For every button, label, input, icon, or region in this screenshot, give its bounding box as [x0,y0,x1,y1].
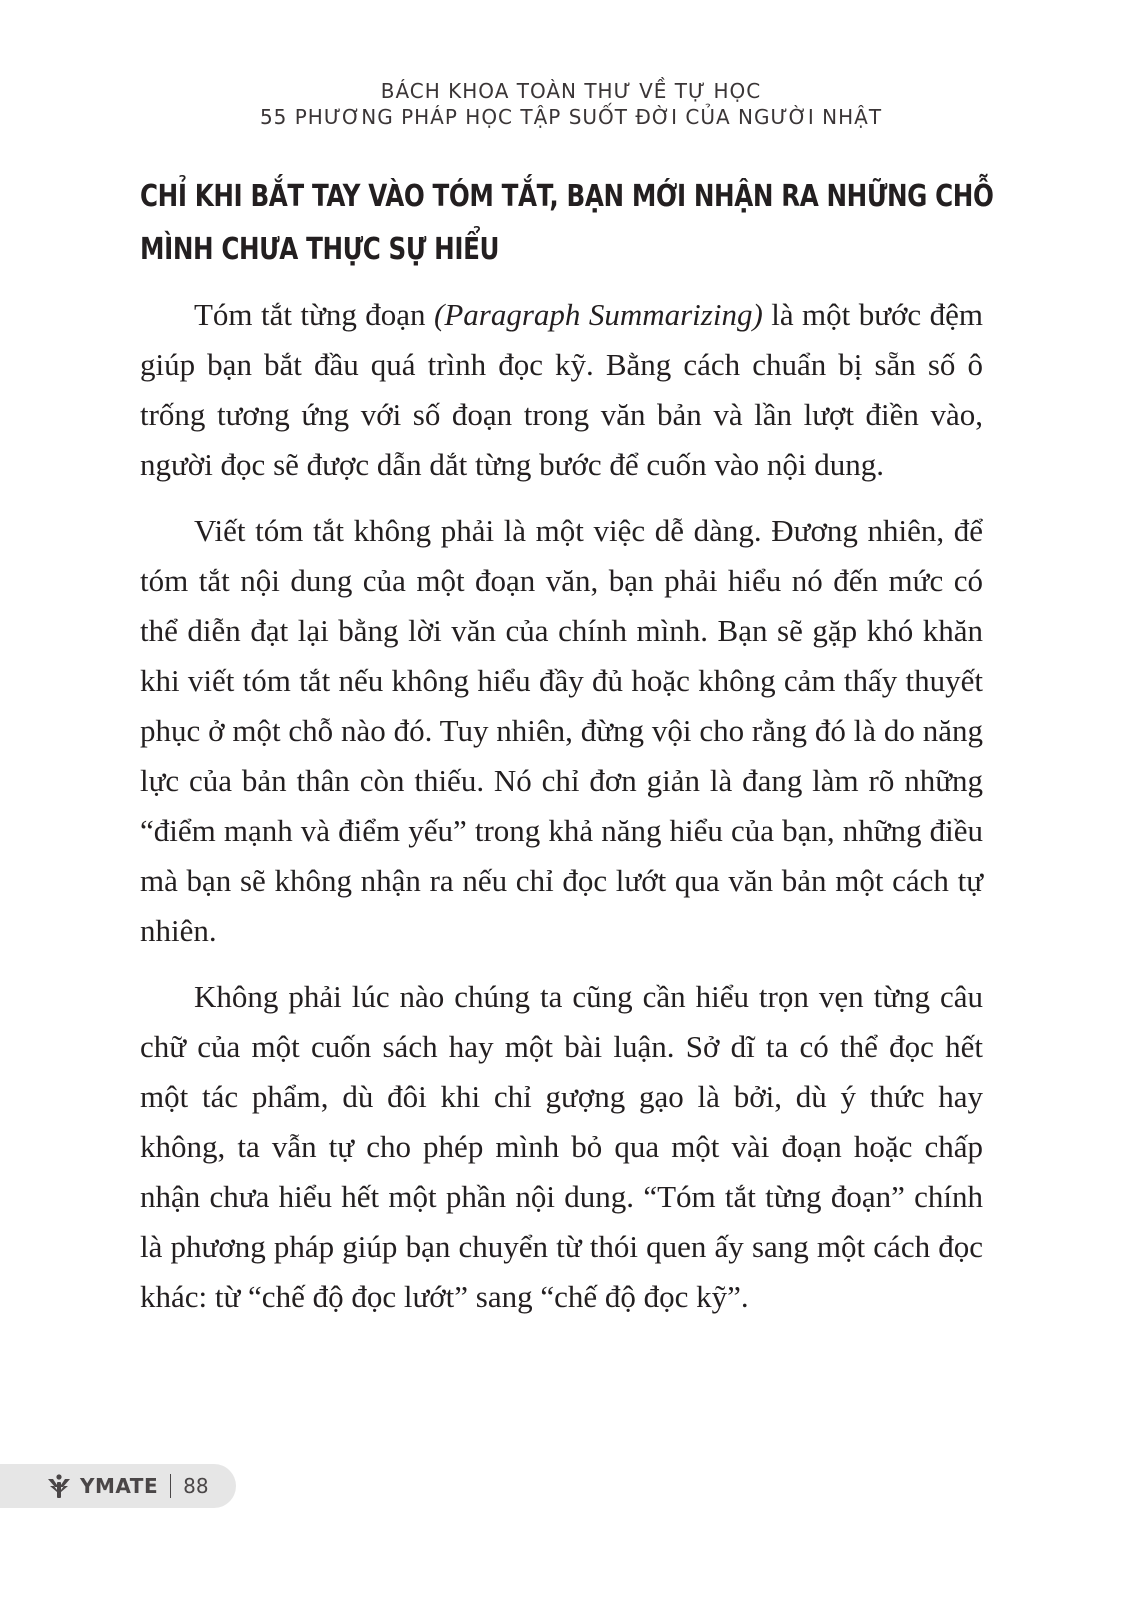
paragraph-1-rest: là một bước đệm giúp bạn bắt đầu quá trình đọc kỹ. Bằng cách chuẩn bị sẵn số ô trống tương ứng với số đoạn trong văn bản và lần lượt điền vào, người đọc sẽ được dẫn dắt từng bước để cuốn vào nội dung. [140,297,983,482]
section-heading-line-1: CHỈ KHI BẮT TAY VÀO TÓM TẮT, BẠN MỚI NHẬN RA NHỮNG CHỖ [140,179,994,214]
section-heading-line-2: MÌNH CHƯA THỰC SỰ HIỂU [140,232,500,267]
section-heading [140,170,994,276]
running-header-title: BÁCH KHOA TOÀN THƯ VỀ TỰ HỌC [380,79,762,103]
paragraph-3: Không phải lúc nào chúng ta cũng cần hiểu trọn vẹn từng câu chữ của một cuốn sách hay một bài luận. Sở dĩ ta có thể đọc hết một tác phẩm, dù đôi khi chỉ gượng gạo là bởi, dù ý thức hay không, ta vẫn tự cho phép mình bỏ qua một vài đoạn hoặc chấp nhận chưa hiểu hết một phần nội dung. “Tóm tắt từng đoạn” chính là phương pháp giúp bạn chuyển từ thói quen ấy sang một cách đọc khác: từ “chế độ đọc lướt” sang “chế độ đọc kỹ”. [140,979,983,1314]
running-header-subtitle: 55 PHƯƠNG PHÁP HỌC TẬP SUỐT ĐỜI CỦA NGƯỜI NHẬT [259,105,883,129]
ymate-logo-icon [46,1473,72,1499]
paragraph-1-start: Tóm tắt từng đoạn [194,297,434,332]
page-number: 88 [183,1474,209,1498]
page-footer [0,1464,236,1508]
paragraph-1-italic-term: (Paragraph Summarizing) [434,297,763,332]
paragraph-2: Viết tóm tắt không phải là một việc dễ dàng. Đương nhiên, để tóm tắt nội dung của một đoạn văn, bạn phải hiểu nó đến mức có thể diễn đạt lại bằng lời văn của chính mình. Bạn sẽ gặp khó khăn khi viết tóm tắt nếu không hiểu đầy đủ hoặc không cảm thấy thuyết phục ở một chỗ nào đó. Tuy nhiên, đừng vội cho rằng đó là do năng lực của bản thân còn thiếu. Nó chỉ đơn giản là đang làm rõ những “điểm mạnh và điểm yếu” trong khả năng hiểu của bạn, những điều mà bạn sẽ không nhận ra nếu chỉ đọc lướt qua văn bản một cách tự nhiên. [140,513,983,948]
running-header [0,78,1142,130]
brand-name: YMATE [80,1474,159,1498]
body-text [140,290,983,1338]
footer-divider [170,1474,171,1498]
paragraph-1 [140,290,983,490]
